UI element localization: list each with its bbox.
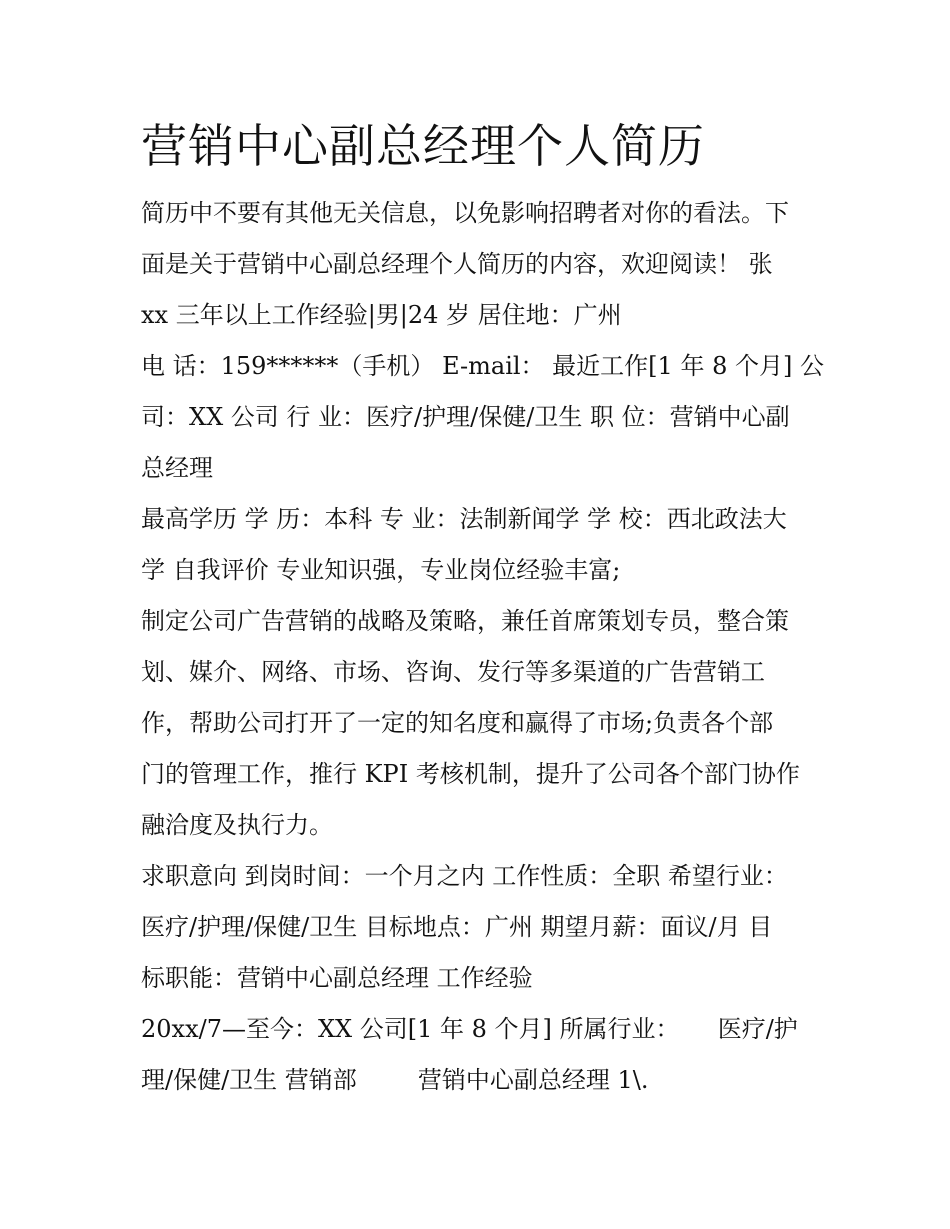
document-title: 营销中心副总经理个人简历 <box>141 119 705 173</box>
text-line: 门的管理工作，推行 KPI 考核机制，提升了公司各个部门协作 <box>141 760 800 788</box>
text-line: 理/保健/卫生 营销部 营销中心副总经理 1\. <box>141 1066 649 1094</box>
text-line: xx 三年以上工作经验|男|24 岁 居住地：广州 <box>141 301 622 329</box>
text-line: 制定公司广告营销的战略及策略，兼任首席策划专员，整合策 <box>141 607 789 635</box>
text-line: 面是关于营销中心副总经理个人简历的内容，欢迎阅读！ 张 <box>141 250 773 278</box>
text-line: 求职意向 到岗时间：一个月之内 工作性质：全职 希望行业： <box>141 862 788 890</box>
document-body <box>141 112 824 1106</box>
text-line: 简历中不要有其他无关信息，以免影响招聘者对你的看法。下 <box>141 199 789 227</box>
text-line: 司：XX 公司 行 业：医疗/护理/保健/卫生 职 位：营销中心副 <box>141 403 790 431</box>
text-line: 医疗/护理/保健/卫生 目标地点：广州 期望月薪：面议/月 目 <box>141 913 773 941</box>
text-line: 总经理 <box>141 454 213 482</box>
text-line: 划、媒介、网络、市场、咨询、发行等多渠道的广告营销工 <box>141 658 765 686</box>
text-line: 标职能：营销中心副总经理 工作经验 <box>141 964 533 992</box>
text-line: 作，帮助公司打开了一定的知名度和赢得了市场;负责各个部 <box>141 709 774 737</box>
text-line: 电 话：159******（手机） E-mail： 最近工作[1 年 8 个月] 公 <box>141 352 824 380</box>
text-line: 融洽度及执行力。 <box>141 811 333 839</box>
text-line: 学 自我评价 专业知识强，专业岗位经验丰富; <box>141 556 621 584</box>
text-line: 最高学历 学 历：本科 专 业：法制新闻学 学 校：西北政法大 <box>141 505 787 533</box>
text-line: 20xx/7—至今：XX 公司[1 年 8 个月] 所属行业： 医疗/护 <box>141 1015 798 1043</box>
